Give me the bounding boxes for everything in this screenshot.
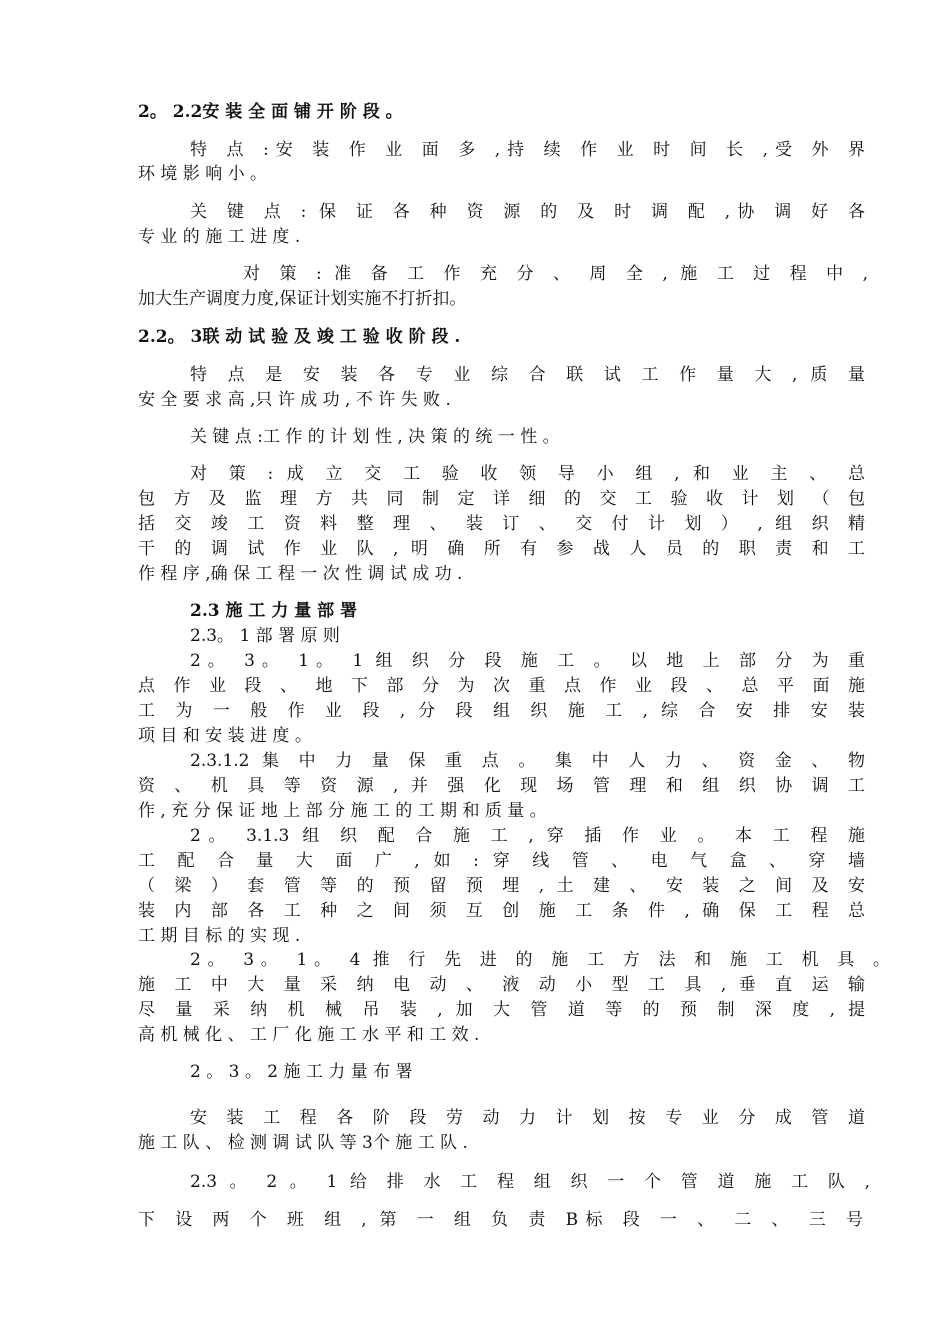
paragraph-line: 包 方 及 监 理 方 共 同 制 定 详 细 的 交 工 验 收 计 划 （ 包	[138, 489, 865, 509]
paragraph-line: 加大生产调度力度,保证计划实施不打折扣。	[138, 289, 467, 309]
subheading-2-3-2: 2 。 3 。 2 施 工 力 量 布 署	[190, 1062, 413, 1082]
heading-2-2-3: 2.2。 3联 动 试 验 及 竣 工 验 收 阶 段 .	[138, 327, 461, 347]
paragraph-line: 作 , 充 分 保 证 地 上 部 分 施 工 的 工 期 和 质 量 。	[138, 801, 547, 821]
paragraph-line: 工 为 一 般 作 业 段 , 分 段 组 织 施 工 , 综 合 安 排 安 装	[138, 701, 865, 721]
paragraph-line: 括 交 竣 工 资 料 整 理 、 装 订 、 交 付 计 划 ） , 组 织 精	[138, 514, 865, 534]
paragraph-line: 特 点 是 安 装 各 专 业 综 合 联 试 工 作 量 大 , 质 量	[190, 365, 865, 385]
paragraph-line: 专 业 的 施 工 进 度 .	[138, 227, 301, 247]
paragraph-line: 特 点 :安 装 作 业 面 多 ,持 续 作 业 时 间 长 ,受 外 界	[190, 140, 865, 160]
paragraph-line: 资 、 机 具 等 资 源 , 并 强 化 现 场 管 理 和 组 织 协 调 工	[138, 776, 865, 796]
paragraph-line: 2.3 。 2 。 1 给 排 水 工 程 组 织 一 个 管 道 施 工 队 ,	[190, 1172, 870, 1192]
paragraph-line: 装 内 部 各 工 种 之 间 须 互 创 施 工 条 件 , 确 保 工 程 总	[138, 901, 865, 921]
paragraph-line: 点 作 业 段 、 地 下 部 分 为 次 重 点 作 业 段 、 总 平 面 施	[138, 676, 865, 696]
paragraph-line: 2。 3。 1。 1 组 织 分 段 施 工 。 以 地 上 部 分 为 重	[190, 651, 865, 671]
paragraph-line: 对 策 : 成 立 交 工 验 收 领 导 小 组 , 和 业 主 、 总	[190, 464, 865, 484]
paragraph-line: 施 工 中 大 量 采 纳 电 动 、 液 动 小 型 工 具 , 垂 直 运 输	[138, 975, 865, 995]
paragraph-line: 关 键 点 :工 作 的 计 划 性 , 决 策 的 统 一 性 。	[190, 427, 560, 447]
paragraph-line: 对 策 : 准 备 工 作 充 分 、 周 全 , 施 工 过 程 中 ,	[243, 264, 868, 284]
paragraph-line: 工 配 合 量 大 面 广 , 如 : 穿 线 管 、 电 气 盒 、 穿 墙	[138, 851, 865, 871]
paragraph-line: 项 目 和 安 装 进 度 。	[138, 726, 312, 746]
paragraph-line: 关 键 点 : 保 证 各 种 资 源 的 及 时 调 配 ,协 调 好 各	[190, 202, 865, 222]
subheading-2-3-1: 2.3。 1 部 署 原 则	[190, 626, 340, 646]
paragraph-line: （ 梁 ） 套 管 等 的 预 留 预 埋 , 土 建 、 安 装 之 间 及 安	[138, 876, 865, 896]
heading-2-3: 2.3 施 工 力 量 部 署	[190, 601, 358, 621]
paragraph-line: 高 机 械 化 、 工 厂 化 施 工 水 平 和 工 效 .	[138, 1025, 480, 1045]
paragraph-line: 施 工 队 、 检 测 调 试 队 等 3个 施 工 队 .	[138, 1133, 468, 1153]
paragraph-line: 作 程 序 ,确 保 工 程 一 次 性 调 试 成 功 .	[138, 564, 463, 584]
paragraph-line: 2。 3.1.3 组 织 配 合 施 工 , 穿 插 作 业 。 本 工 程 施	[190, 826, 865, 846]
paragraph-line: 下 设 两 个 班 组 , 第 一 组 负 责 B标 段 一 、 二 、 三 号	[138, 1210, 863, 1230]
paragraph-line: 安 全 要 求 高 ,只 许 成 功 , 不 许 失 败 .	[138, 390, 451, 410]
paragraph-line: 工 期 目 标 的 实 现 .	[138, 926, 301, 946]
heading-2-2-2: 2。 2.2安 装 全 面 铺 开 阶 段 。	[138, 102, 403, 122]
paragraph-line: 2。 3。 1。 4 推 行 先 进 的 施 工 方 法 和 施 工 机 具 。	[190, 950, 890, 970]
paragraph-line: 干 的 调 试 作 业 队 , 明 确 所 有 参 战 人 员 的 职 责 和 工	[138, 539, 865, 559]
paragraph-line: 安 装 工 程 各 阶 段 劳 动 力 计 划 按 专 业 分 成 管 道	[190, 1108, 865, 1128]
paragraph-line: 环 境 影 响 小 。	[138, 164, 268, 184]
paragraph-line: 尽 量 采 纳 机 械 吊 装 , 加 大 管 道 等 的 预 制 深 度 , 提	[138, 1000, 865, 1020]
paragraph-line: 2.3.1.2 集 中 力 量 保 重 点 。 集 中 人 力 、 资 金 、 物	[190, 751, 865, 771]
